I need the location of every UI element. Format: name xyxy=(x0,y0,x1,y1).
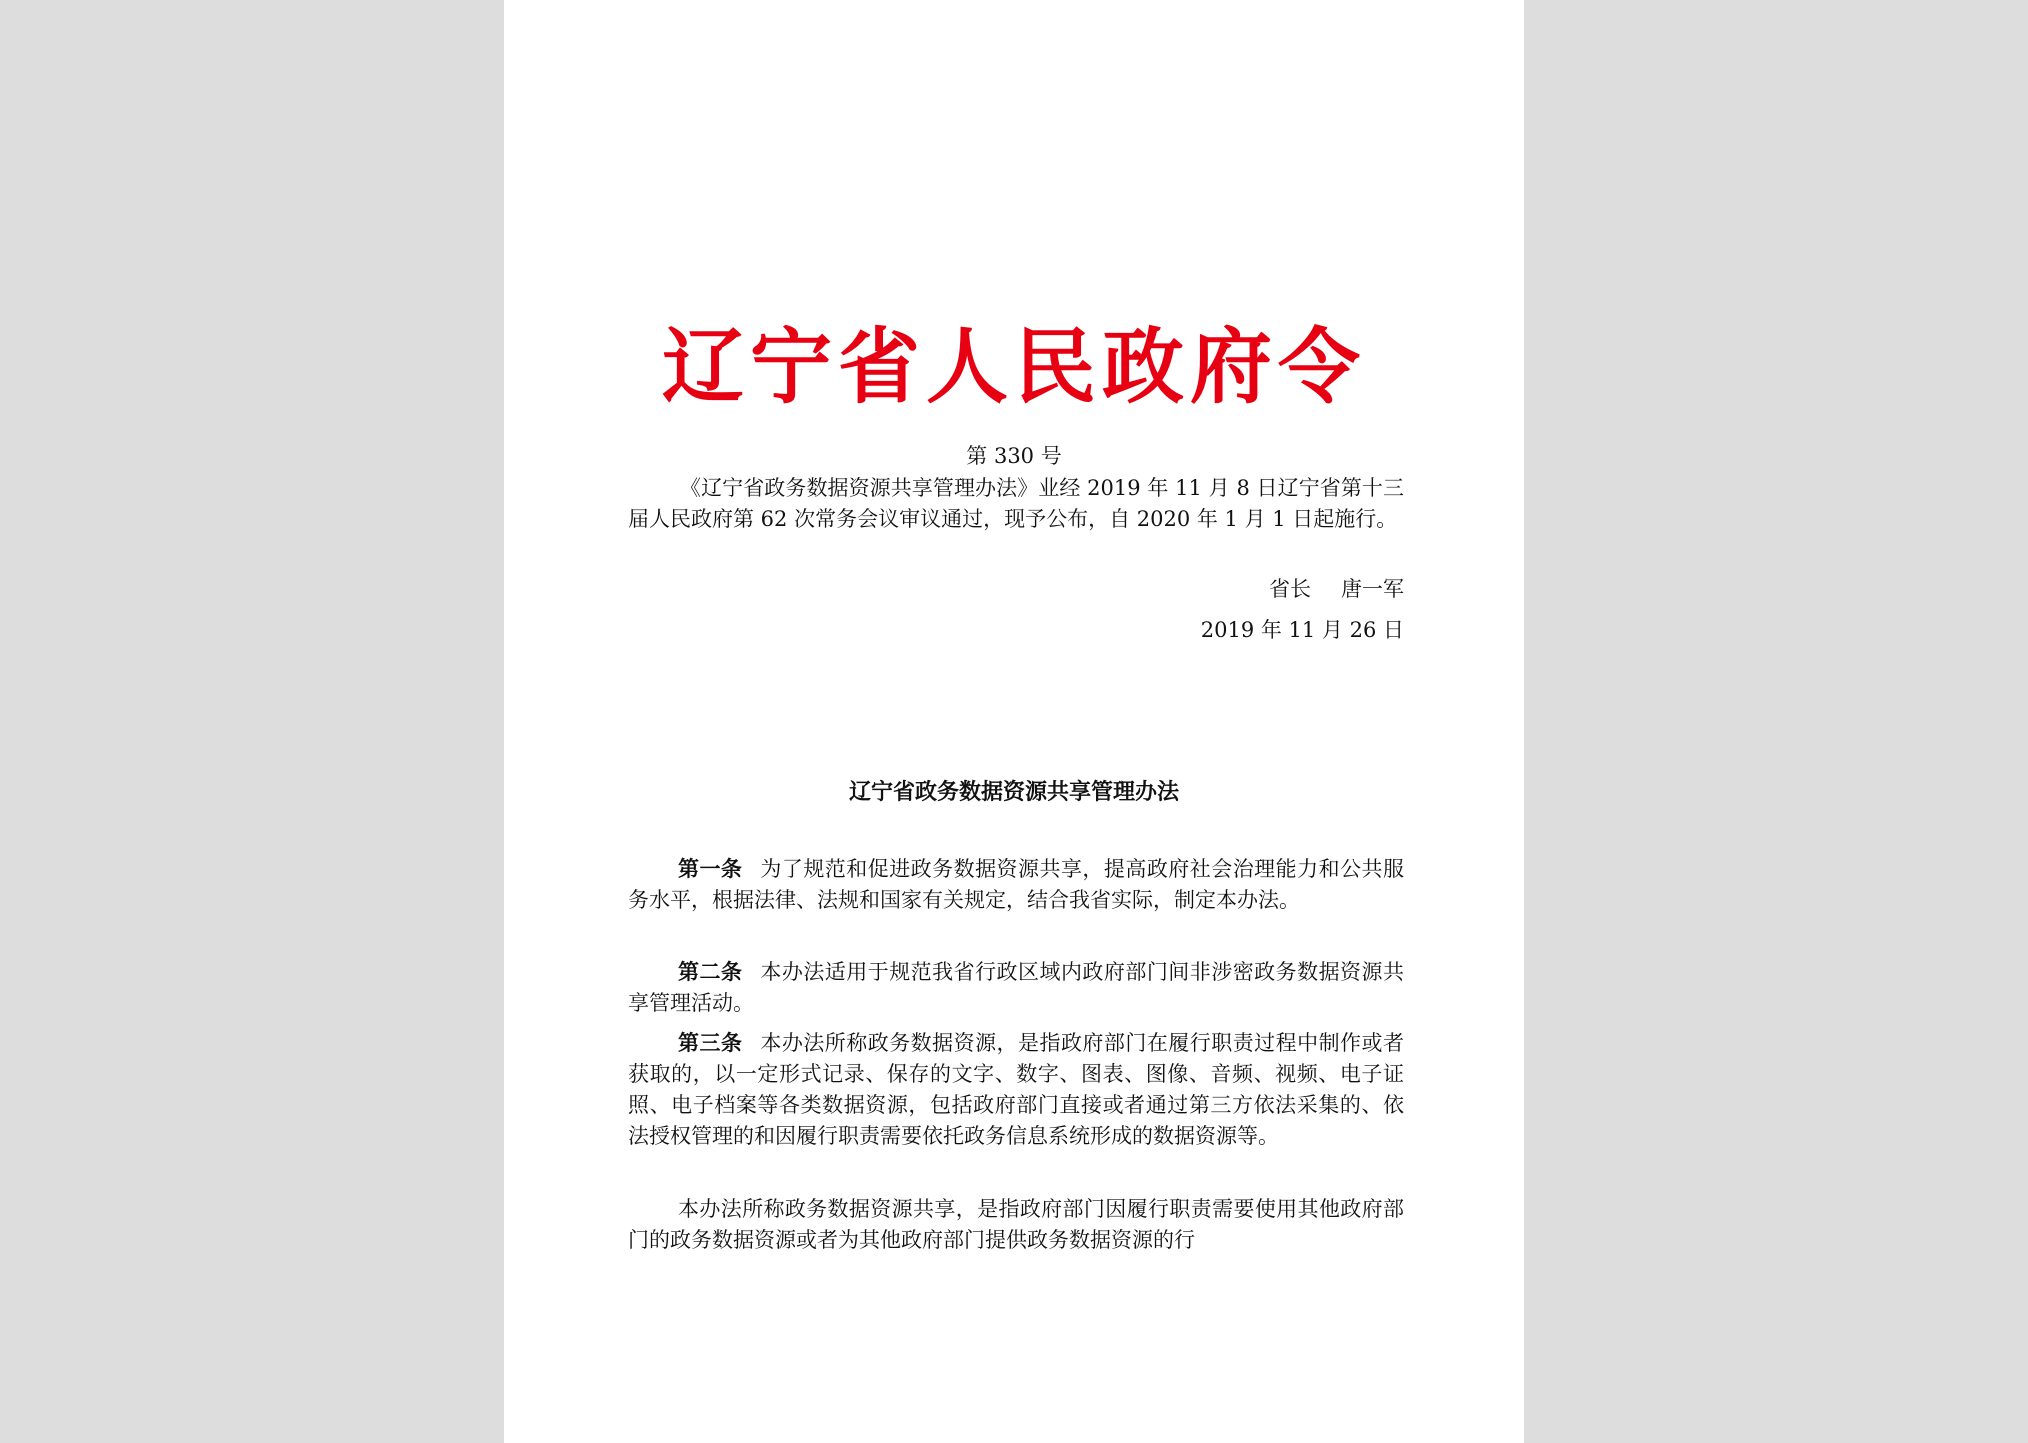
article-3 xyxy=(628,1027,1404,1152)
article-label: 第三条 xyxy=(678,1030,743,1055)
document-title: 辽宁省政务数据资源共享管理办法 xyxy=(848,779,1179,805)
article-text: 本办法所称政务数据资源，是指政府部门在履行职责过程中制作或者获取的，以一定形式记录、保存的文字、数字、图表、图像、音频、视频、电子证照、电子档案等各类数据资源，包括政府部门直接或者通过第三方依法采集的、依法授权管理的和因履行职责需要依托政务信息系统形成的数据资源等。 xyxy=(628,1031,1404,1148)
article-1 xyxy=(628,853,1404,916)
signer-name: 唐一军 xyxy=(1341,577,1404,601)
decree-headline: 辽宁省人民政府令 xyxy=(661,320,1366,415)
article-text: 为了规范和促进政务数据资源共享，提高政府社会治理能力和公共服务水平，根据法律、法规和国家有关规定，结合我省实际，制定本办法。 xyxy=(628,857,1404,912)
article-2 xyxy=(628,956,1404,1019)
signer-title: 省长 xyxy=(1269,577,1311,601)
order-number: 第 330 号 xyxy=(966,444,1062,468)
signature-date: 2019 年 11 月 26 日 xyxy=(1200,618,1404,642)
document-page xyxy=(504,0,1524,1443)
article-text: 本办法适用于规范我省行政区域内政府部门间非涉密政务数据资源共享管理活动。 xyxy=(628,960,1404,1015)
signer-line xyxy=(1269,574,1404,604)
article-continuation-paragraph: 本办法所称政务数据资源共享，是指政府部门因履行职责需要使用其他政府部门的政务数据资源或者为其他政府部门提供政务数据资源的行 xyxy=(628,1197,1404,1252)
preface-paragraph: 《辽宁省政务数据资源共享管理办法》业经 2019 年 11 月 8 日辽宁省第十三届人民政府第 62 次常务会议审议通过，现予公布，自 2020 年 1 月 1 日起施行。 xyxy=(628,476,1404,531)
article-label: 第一条 xyxy=(678,856,743,881)
article-label: 第二条 xyxy=(678,959,743,984)
